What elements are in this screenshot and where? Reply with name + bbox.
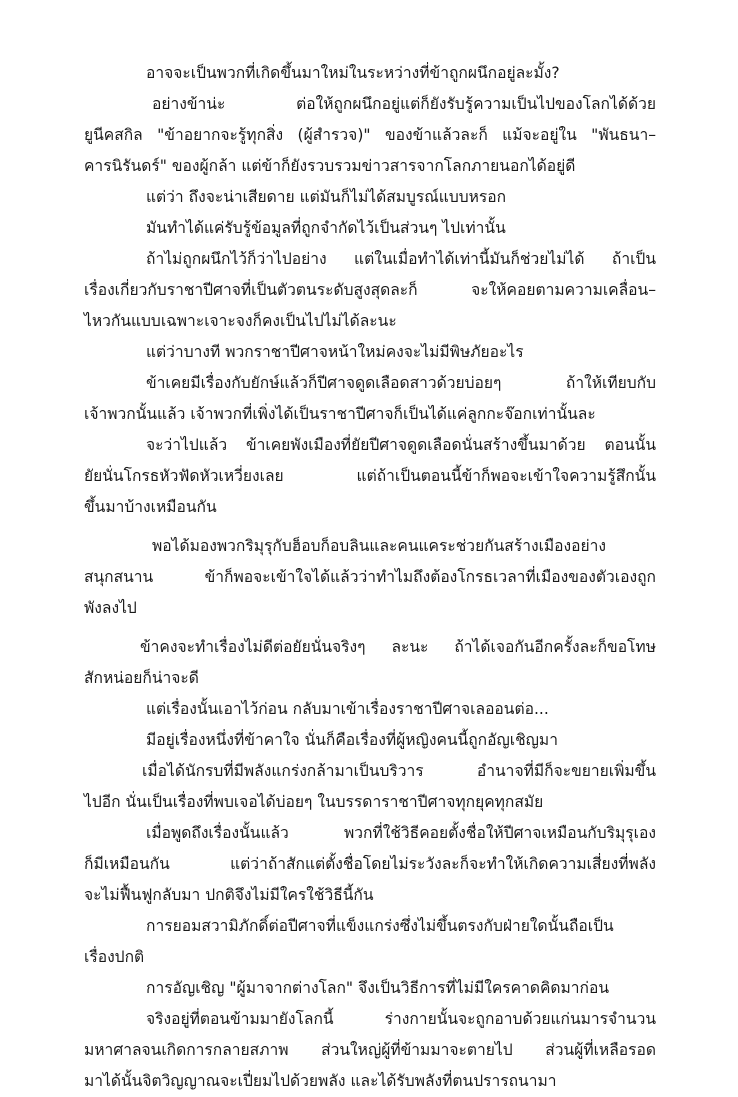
text-line: แต่ว่า ถึงจะน่าเสียดาย แต่มันก็ไม่ได้สมบูรณ์แบบหรอก bbox=[146, 188, 507, 206]
paragraph bbox=[84, 58, 656, 89]
text-line: การยอมสวามิภักดิ์ต่อปีศาจที่แข็งแกร่งซึ่งไม่ขึ้นตรงกับฝ่ายใดนั้นถือเป็น bbox=[146, 917, 614, 935]
text-line: เจ้าพวกนั้นแล้ว เจ้าพวกที่เพิ่งได้เป็นราชาปีศาจก็เป็นได้แค่ลูกกะจ๊อกเท่านั้นละ bbox=[84, 405, 596, 423]
text-line: ยัยนั่นโกรธหัวฟัดหัวเหวี่ยงเลย แต่ถ้าเป็นตอนนี้ข้าก็พอจะเข้าใจความรู้สึกนั้น bbox=[84, 467, 656, 485]
text-line: การอัญเชิญ "ผู้มาจากต่างโลก" จึงเป็นวิธีการที่ไม่มีใครคาดคิดมาก่อน bbox=[146, 979, 610, 997]
text-line: สนุกสนาน ข้าก็พอจะเข้าใจได้แล้วว่าทำไมถึงต้องโกรธเวลาที่เมืองของตัวเองถูก bbox=[84, 568, 656, 586]
text-line: จะไม่ฟื้นฟูกลับมา ปกติจึงไม่มีใครใช้วิธีนี้กัน bbox=[84, 886, 374, 904]
text-line: ยูนีคสกิล "ข้าอยากจะรู้ทุกสิ่ง (ผู้สำรวจ)" ของข้าแล้วละก็ แม้จะอยู่ใน "พันธนา– bbox=[84, 126, 656, 144]
paragraph bbox=[84, 725, 656, 756]
paragraph bbox=[84, 911, 656, 973]
text-line: เรื่องเกี่ยวกับราชาปีศาจที่เป็นตัวตนระดับสูงสุดละก็ จะให้คอยตามความเคลื่อน– bbox=[84, 281, 656, 299]
paragraph bbox=[84, 531, 656, 624]
text-line: ถ้าไม่ถูกผนึกไว้ก็ว่าไปอย่าง แต่ในเมื่อทำได้เท่านี้มันก็ช่วยไม่ได้ ถ้าเป็น bbox=[146, 250, 656, 268]
text-line: มหาศาลจนเกิดการกลายสภาพ ส่วนใหญ่ผู้ที่ข้ามมาจะตายไป ส่วนผู้ที่เหลือรอด bbox=[84, 1041, 656, 1059]
text-line: พอได้มองพวกริมุรุกับฮ็อบก็อบลินและคนแคระช่วยกันสร้างเมืองอย่าง bbox=[152, 537, 607, 555]
paragraph bbox=[84, 182, 656, 213]
text-line: จะว่าไปแล้ว ข้าเคยพังเมืองที่ยัยปีศาจดูดเลือดนั่นสร้างขึ้นมาด้วย ตอนนั้น bbox=[146, 436, 656, 454]
document-body bbox=[84, 58, 656, 1097]
paragraph bbox=[84, 368, 656, 430]
text-line: สักหน่อยก็น่าจะดี bbox=[84, 669, 199, 687]
paragraph bbox=[84, 337, 656, 368]
text-line: ข้าเคยมีเรื่องกับยักษ์แล้วก็ปีศาจดูดเลือดสาวด้วยบ่อยๆ ถ้าให้เทียบกับ bbox=[146, 374, 656, 392]
text-line: แต่เรื่องนั้นเอาไว้ก่อน กลับมาเข้าเรื่องราชาปีศาจเลออนต่อ... bbox=[146, 700, 549, 718]
paragraph bbox=[84, 973, 656, 1004]
text-line: ข้าคงจะทำเรื่องไม่ดีต่อยัยนั่นจริงๆ ละนะ ถ้าได้เจอกันอีกครั้งละก็ขอโทษ bbox=[140, 638, 656, 656]
text-line: ไปอีก นั่นเป็นเรื่องที่พบเจอได้บ่อยๆ ในบรรดาราชาปีศาจทุกยุคทุกสมัย bbox=[84, 793, 544, 811]
text-line: ขึ้นมาบ้างเหมือนกัน bbox=[84, 498, 217, 516]
text-line: จริงอยู่ที่ตอนข้ามมายังโลกนี้ ร่างกายนั้นจะถูกอาบด้วยแก่นมารจำนวน bbox=[146, 1010, 656, 1028]
text-line: มันทำได้แค่รับรู้ข้อมูลที่ถูกจำกัดไว้เป็นส่วนๆ ไปเท่านั้น bbox=[146, 219, 506, 237]
text-line: ไหวกันแบบเฉพาะเจาะจงก็คงเป็นไปไม่ได้ละนะ bbox=[84, 312, 397, 330]
paragraph bbox=[84, 213, 656, 244]
text-line: เมื่อพูดถึงเรื่องนั้นแล้ว พวกที่ใช้วิธีคอยตั้งชื่อให้ปีศาจเหมือนกับริมุรุเอง bbox=[146, 824, 656, 842]
paragraph bbox=[84, 89, 656, 182]
text-line: อาจจะเป็นพวกที่เกิดขึ้นมาใหม่ในระหว่างที่ข้าถูกผนึกอยู่ละมั้ง? bbox=[146, 64, 560, 82]
text-line: เรื่องปกติ bbox=[84, 948, 145, 966]
text-line: มีอยู่เรื่องหนึ่งที่ข้าคาใจ นั่นก็คือเรื่องที่ผู้หญิงคนนี้ถูกอัญเชิญมา bbox=[146, 731, 558, 749]
text-line: คารนิรันดร์" ของผู้กล้า แต่ข้าก็ยังรวบรวมข่าวสารจากโลกภายนอกได้อยู่ดี bbox=[84, 157, 576, 175]
paragraph bbox=[84, 632, 656, 694]
paragraph bbox=[84, 818, 656, 911]
text-line: อย่างข้าน่ะ ต่อให้ถูกผนึกอยู่แต่ก็ยังรับรู้ความเป็นไปของโลกได้ด้วย bbox=[152, 95, 656, 113]
paragraph bbox=[84, 244, 656, 337]
text-line: มาได้นั้นจิตวิญญาณจะเปี่ยมไปด้วยพลัง และได้รับพลังที่ตนปรารถนามา bbox=[84, 1072, 557, 1090]
text-line: พังลงไป bbox=[84, 599, 137, 617]
text-line: ก็มีเหมือนกัน แต่ว่าถ้าสักแต่ตั้งชื่อโดยไม่ระวังละก็จะทำให้เกิดความเสี่ยงที่พลัง bbox=[84, 855, 656, 873]
text-line: แต่ว่าบางที พวกราชาปีศาจหน้าใหม่คงจะไม่มีพิษภัยอะไร bbox=[146, 343, 524, 361]
paragraph bbox=[84, 694, 656, 725]
paragraph bbox=[84, 756, 656, 818]
text-line: เมื่อได้นักรบที่มีพลังแกร่งกล้ามาเป็นบริวาร อำนาจที่มีก็จะขยายเพิ่มขึ้น bbox=[142, 762, 656, 780]
paragraph bbox=[84, 430, 656, 523]
